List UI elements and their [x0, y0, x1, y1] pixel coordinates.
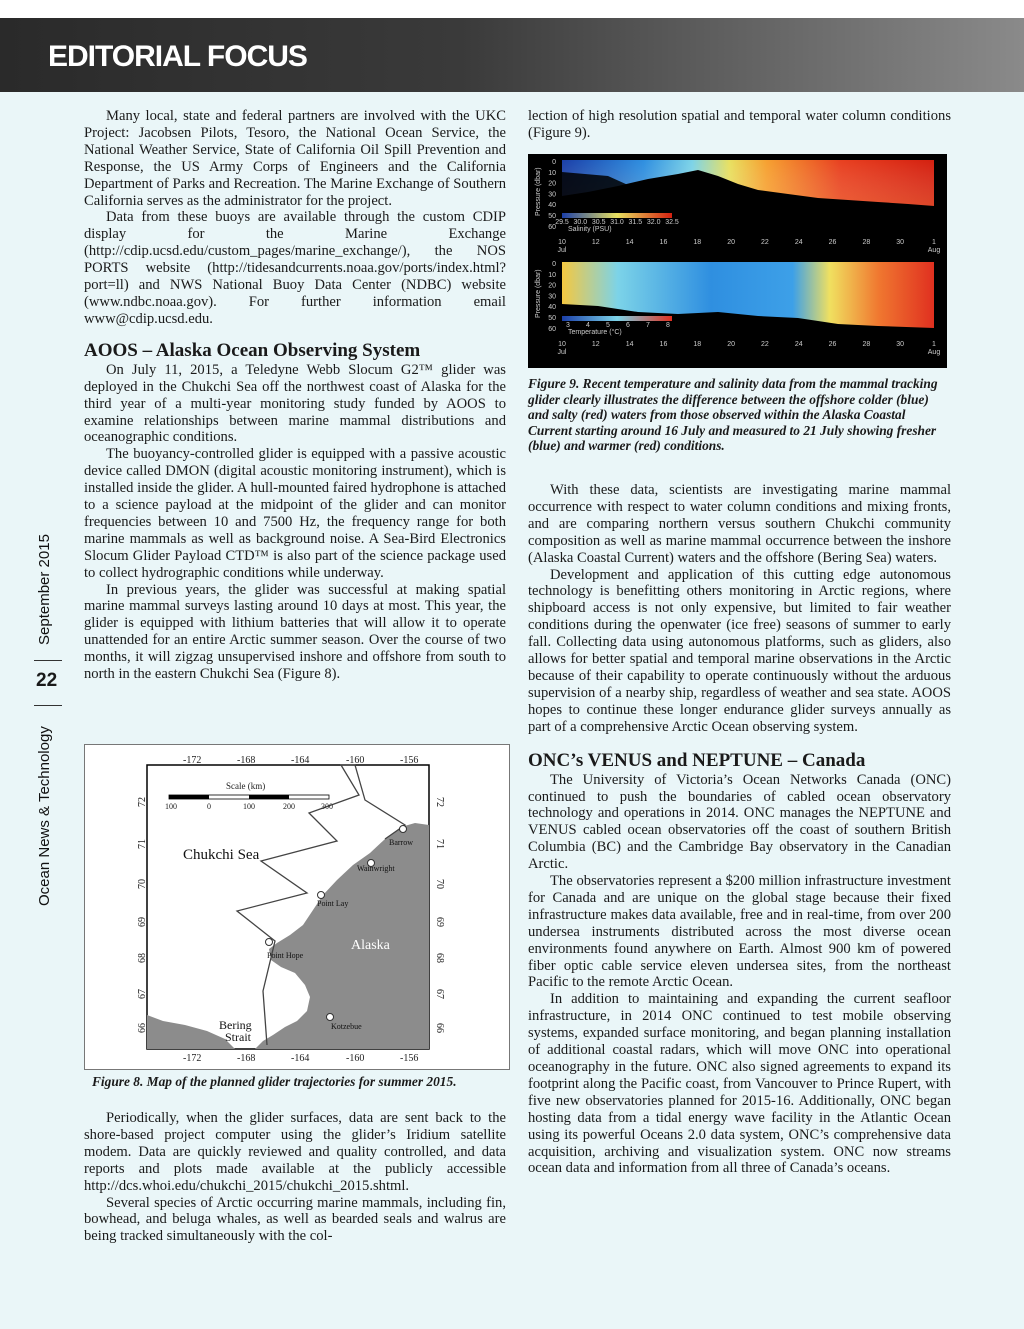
point-lay-marker — [318, 892, 325, 899]
folio-rule-top — [34, 660, 62, 661]
paragraph: Many local, state and federal partners are involved with the UKC Project: Jacobsen Pilots, Tesoro, the National Ocean Service, the National Weather Service, State of California Oil Spill Prevention and Response, the US Army Corps of Engineers and the California Department of Parks and Recreation. The Marine Exchange of Southern California serves as the administrator for the project. — [84, 108, 506, 209]
y-tick-label: 60 — [548, 325, 556, 333]
x-tick-label: 18 — [693, 239, 702, 246]
salinity-legend-bar — [562, 213, 672, 218]
paragraph: lection of high resolution spatial and temporal water column conditions (Figure 9). — [528, 108, 951, 141]
x-tick-label: 26 — [828, 341, 837, 348]
x-tick-label: 12 — [591, 239, 600, 246]
lat-label: 67 — [137, 989, 148, 999]
y-tick-label: 60 — [548, 223, 556, 231]
x-tick-label: 28 — [862, 341, 871, 348]
salinity-legend-tick: 31.5 — [628, 219, 643, 226]
lat-label: 68 — [137, 953, 148, 963]
point-hope-marker — [266, 939, 273, 946]
place-label: Wainwright — [357, 864, 395, 873]
y-tick-label: 0 — [552, 159, 556, 166]
x-start-month: Jul — [557, 349, 567, 356]
y-tick-label: 40 — [548, 304, 556, 312]
salinity-legend-tick: 30.0 — [573, 219, 588, 226]
y-tick-label: 50 — [548, 315, 556, 322]
x-end-month: Aug — [927, 349, 941, 356]
publication-name: Ocean News & Technology — [36, 726, 53, 906]
lon-label: -164 — [291, 755, 310, 766]
paragraph: Development and application of this cutting edge autonomous technology is benefitting others monitoring in Arctic regions, where shipboard access is not only expensive, but limited to fair weather conditions during the openwater (ice free) seasons of summer to early fall. Collecting data using autonomous platforms, such as gliders, also allows for better spatial and temporal marine observations in the Arctic because of their capability to operate continuously without the arduous supervision of a nearby ship, regardless of weather and sea state. AOOS hopes to continue these longer endurance glider surveys annually as part of a comprehensive Arctic Ocean observing system. — [528, 566, 951, 735]
right-column-body — [528, 482, 951, 1177]
salinity-legend-tick: 32.5 — [665, 219, 679, 226]
barrow-marker — [400, 826, 407, 833]
salinity-legend-tick: 31.0 — [610, 219, 624, 226]
paragraph: The buoyancy-controlled glider is equipped with a passive acoustic device called DMON (digital acoustic monitoring instrument), which is installed inside the glider. A hull-mounted faired hydrophone is attached to a science payload at the midpoint of the glider and can monitor frequencies between 10 and 7500 Hz, the frequency range for both marine mammals as well as background noise. A Sea-Bird Electronics Slocum Glider Payload CTD™ is also part of the science package used to collect hydrographic conditions while underway. — [84, 446, 506, 581]
scale-bar-segment — [169, 795, 209, 799]
chukchi-sea-label: Chukchi Sea — [183, 847, 260, 863]
x-tick-label: 20 — [727, 239, 735, 246]
section-title: EDITORIAL FOCUS — [48, 40, 307, 73]
y-axis-label: Pressure (dbar) — [535, 269, 542, 318]
left-column-top — [84, 108, 506, 683]
y-axis-label: Pressure (dbar) — [535, 167, 542, 216]
bering-label: Bering — [219, 1018, 252, 1032]
lat-label: 69 — [434, 917, 445, 927]
temperature-legend-bar — [562, 316, 672, 321]
alaska-label: Alaska — [351, 938, 390, 953]
aoos-heading: AOOS – Alaska Ocean Observing System — [84, 339, 421, 361]
lon-label: -168 — [237, 755, 256, 766]
map-svg — [85, 745, 509, 1069]
y-tick-label: 20 — [548, 180, 556, 188]
y-tick-label: 30 — [548, 191, 556, 199]
x-tick-label: 12 — [591, 341, 600, 348]
paragraph: The observatories represent a $200 million infrastructure investment for Canada and are unique on the global stage because their fixed infrastructure makes data available, free and in real-time, from over 200 undersea instruments distributed across the most diverse ocean environments found anywhere on Earth. Almost 900 km of powered fiber optic cable service eleven undersea sites, from the northeast Pacific to the remote Arctic Ocean. — [528, 873, 951, 991]
folio-sidebar — [0, 520, 80, 920]
x-tick-label: 20 — [727, 341, 735, 348]
temperature-legend-tick: 7 — [646, 322, 650, 329]
kotzebue-marker — [327, 1014, 334, 1021]
strait-label: Strait — [225, 1030, 251, 1044]
temperature-legend-tick: 8 — [666, 322, 670, 329]
x-tick-label: 30 — [896, 341, 905, 348]
temperature-legend-label: Temperature (°C) — [568, 329, 622, 336]
top-margin — [0, 0, 1024, 18]
x-tick-label: 14 — [625, 239, 634, 246]
x-tick-label: 1 — [932, 239, 936, 246]
lon-label: -160 — [346, 755, 365, 766]
x-tick-label: 28 — [862, 239, 871, 246]
page-number: 22 — [36, 670, 58, 691]
onc-heading: ONC’s VENUS and NEPTUNE – Canada — [528, 749, 866, 771]
right-column-top — [528, 108, 951, 142]
paragraph: In addition to maintaining and expanding the current seafloor infrastructure, in 2014 ONC continued to test mobile observing systems, expanded surface monitoring, and began planning installation of additional coastal radars, which will move ONC into operational oceanography in the future. ONC also signed agreements to expand its footprint along the Pacific coast, from Vancouver to Prince Rupert, with five new observatories planned for 2015-16. Additionally, ONC began hosting data from a tidal energy wave facility in the Atlantic Ocean using its powerful Oceans 2.0 data system, ONC’s comprehensive data acquisition, archiving and visualization system. ONC now streams ocean data and information from all three of Canada’s oceans. — [528, 991, 951, 1177]
y-tick-label: 50 — [548, 213, 556, 220]
section-header — [0, 18, 1024, 92]
figure-9-plots — [528, 154, 947, 368]
folio-rule-bottom — [34, 705, 62, 706]
scale-tick: 0 — [207, 802, 211, 811]
paragraph: Data from these buoys are available through the custom CDIP display for the Marine Exchange (http://cdip.ucsd.edu/custom_pages/marine_exchange/), the NOS PORTS website (http://tidesandcurrents.noaa.gov/ports/index.html?port=ll) and NWS National Buoy Data Center (NDBC) website (www.ndbc.noaa.gov). For further information email www@cdip.ucsd.edu. — [84, 209, 506, 327]
paragraph: Periodically, when the glider surfaces, data are sent back to the shore-based project computer using the glider’s Iridium satellite modem. Data are quickly reviewed and quality controlled, and data reports and plots made available at the publicly accessible http://dcs.whoi.edu/chukchi_2015/chukchi_2015.shtml. — [84, 1110, 506, 1194]
scale-bar-segment — [249, 795, 289, 799]
y-tick-label: 30 — [548, 293, 556, 301]
lon-label: -156 — [400, 1053, 419, 1064]
paragraph: With these data, scientists are investigating marine mammal occurrence with respect to water column conditions and mixing fronts, and are comparing northern versus southern Chukchi community composition as well as marine mammal occurrence between the inshore (Alaska Coastal Current) waters and the offshore (Bering Sea) waters. — [528, 482, 951, 566]
x-tick-label: 30 — [896, 239, 905, 246]
y-tick-label: 20 — [548, 282, 556, 290]
temperature-legend-tick: 6 — [626, 322, 630, 329]
scale-tick: 300 — [321, 802, 333, 811]
x-tick-label: 1 — [932, 341, 936, 348]
lat-label: 66 — [434, 1023, 445, 1033]
temperature-legend-tick: 4 — [586, 322, 590, 329]
figure-9-caption: Figure 9. Recent temperature and salinity data from the mammal tracking glider clearly illustrates the difference between the offshore colder (blue) and salty (red) waters from those observed within the Alaska Coastal Current starting around 16 July and measured to 21 July showing fresher (blue) and warmer (red) conditions. — [528, 376, 938, 453]
x-tick-label: 10 — [558, 239, 566, 246]
paragraph: Several species of Arctic occurring marine mammals, including fin, bowhead, and beluga whales, as well as bearded seals and walrus are being tracked simultaneously with the col- — [84, 1194, 506, 1245]
lat-label: 66 — [137, 1023, 148, 1033]
lat-label: 67 — [434, 989, 445, 999]
x-tick-label: 16 — [659, 239, 668, 246]
lat-label: 70 — [137, 879, 148, 889]
lon-label: -172 — [183, 755, 202, 766]
salinity-legend-label: Salinity (PSU) — [568, 226, 612, 233]
lat-label: 68 — [434, 953, 445, 963]
y-tick-label: 40 — [548, 202, 556, 210]
place-label: Point Lay — [317, 899, 349, 908]
place-label: Point Hope — [267, 951, 304, 960]
x-tick-label: 14 — [625, 341, 634, 348]
figure-8-map — [84, 744, 510, 1070]
issue-date: September 2015 — [36, 534, 53, 645]
x-tick-label: 22 — [761, 239, 769, 246]
x-tick-label: 24 — [794, 239, 803, 246]
x-tick-label: 22 — [761, 341, 769, 348]
x-tick-label: 26 — [828, 239, 837, 246]
lat-label: 72 — [434, 797, 445, 807]
lon-label: -160 — [346, 1053, 365, 1064]
place-label: Kotzebue — [331, 1022, 362, 1031]
scale-title: Scale (km) — [226, 781, 266, 791]
y-tick-label: 10 — [548, 169, 556, 177]
scale-tick: 100 — [243, 802, 255, 811]
paragraph: In previous years, the glider was successful at making spatial marine mammal surveys lasting around 10 days at most. This year, the glider is equipped with lithium batteries that will allow it to operate unattended for an entire Arctic summer season. Over the course of two months, it will zigzag unsupervised inshore and offshore from south to north in the eastern Chukchi Sea (Figure 8). — [84, 581, 506, 683]
lat-label: 72 — [137, 797, 148, 807]
scale-tick: 100 — [165, 802, 177, 811]
x-tick-label: 24 — [794, 341, 803, 348]
lon-label: -164 — [291, 1053, 310, 1064]
salinity-legend-tick: 32.0 — [646, 219, 661, 226]
lat-label: 69 — [137, 917, 148, 927]
lat-label: 71 — [137, 839, 148, 849]
left-column-bottom — [84, 1110, 506, 1245]
lon-label: -172 — [183, 1053, 202, 1064]
x-end-month: Aug — [927, 247, 941, 254]
x-tick-label: 10 — [558, 341, 566, 348]
figure-8-caption: Figure 8. Map of the planned glider trajectories for summer 2015. — [92, 1074, 457, 1089]
salinity-legend-tick: 30.5 — [591, 219, 606, 226]
fig9-svg — [528, 154, 947, 368]
lon-label: -156 — [400, 755, 419, 766]
lon-label: -168 — [237, 1053, 256, 1064]
scale-tick: 200 — [283, 802, 295, 811]
temperature-legend-tick: 5 — [606, 322, 610, 329]
lat-label: 71 — [434, 839, 445, 849]
paragraph: The University of Victoria’s Ocean Networks Canada (ONC) continued to push the boundaries of cabled ocean observatory technology and operations in 2014. ONC manages the NEPTUNE and VENUS cabled ocean observatories off the coast of southern British Columbia (BC) and the Cambridge Bay observatory in the Canadian Arctic. — [528, 771, 951, 873]
x-tick-label: 16 — [659, 341, 668, 348]
salinity-legend-tick: 29.5 — [555, 219, 569, 226]
paragraph: On July 11, 2015, a Teledyne Webb Slocum G2™ glider was deployed in the Chukchi Sea off the northwest coast of Alaska for the third year of a multi-year monitoring study funded by AOOS to examine relationships between marine mammal distributions and oceanographic conditions. — [84, 361, 506, 446]
place-label: Barrow — [389, 838, 413, 847]
lat-label: 70 — [434, 879, 445, 889]
y-tick-label: 0 — [552, 261, 556, 268]
x-tick-label: 18 — [693, 341, 702, 348]
y-tick-label: 10 — [548, 271, 556, 279]
x-start-month: Jul — [557, 247, 567, 254]
temperature-legend-tick: 3 — [566, 322, 570, 329]
